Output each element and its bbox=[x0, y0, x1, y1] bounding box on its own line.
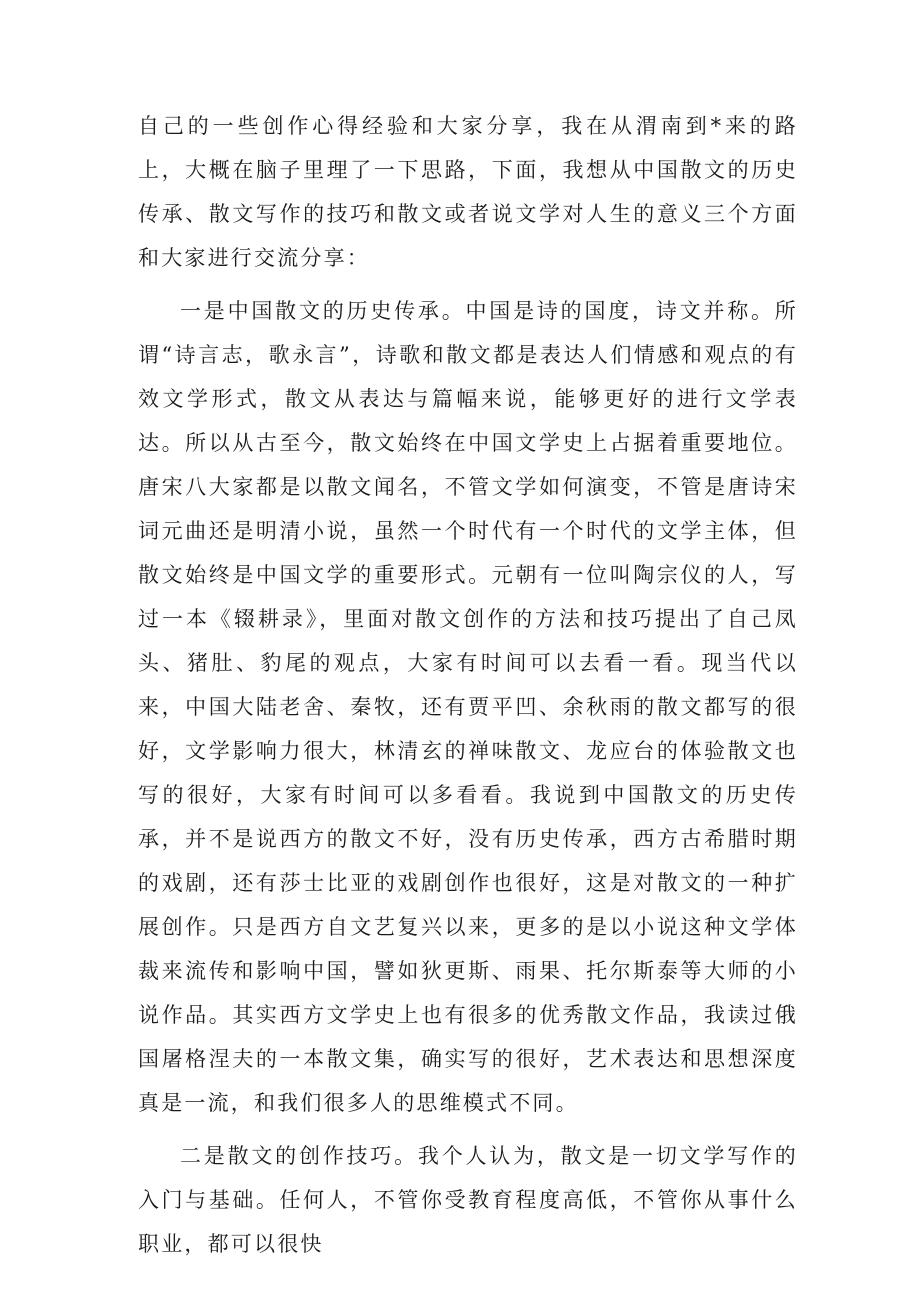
paragraph-technique: 二是散文的创作技巧。我个人认为，散文是一切文学写作的入门与基础。任何人，不管你受教育程度高低，不管你从事什么职业，都可以很快 bbox=[138, 1144, 798, 1256]
paragraph-history: 一是中国散文的历史传承。中国是诗的国度，诗文并称。所谓“诗言志，歌永言”，诗歌和散文都是表达人们情感和观点的有效文学形式，散文从表达与篇幅来说，能够更好的进行文学表达。所以从古至今，散文始终在中国文学史上占据着重要地位。唐宋八大家都是以散文闻名，不管文学如何演变，不管是唐诗宋词元曲还是明清小说，虽然一个时代有一个时代的文学主体，但散文始终是中国文学的重要形式。元朝有一位叫陶宗仪的人，写过一本《辍耕录》，里面对散文创作的方法和技巧提出了自己凤头、猪肚、豹尾的观点，大家有时间可以去看一看。现当代以来，中国大陆老舍、秦牧，还有贾平凹、余秋雨的散文都写的很好，文学影响力很大，林清玄的禅味散文、龙应台的体验散文也写的很好，大家有时间可以多看看。我说到中国散文的历史传承，并不是说西方的散文不好，没有历史传承，西方古希腊时期的戏剧，还有莎士比亚的戏剧创作也很好，这是对散文的一种扩展创作。只是西方自文艺复兴以来，更多的是以小说这种文学体裁来流传和影响中国，譬如狄更斯、雨果、托尔斯泰等大师的小说作品。其实西方文学史上也有很多的优秀散文作品，我读过俄国屠格涅夫的一本散文集，确实写的很好，艺术表达和思想深度真是一流，和我们很多人的思维模式不同。 bbox=[138, 299, 798, 1115]
paragraph-intro: 自己的一些创作心得经验和大家分享，我在从渭南到*来的路上，大概在脑子里理了一下思路，下面，我想从中国散文的历史传承、散文写作的技巧和散文或者说文学对人生的意义三个方面和大家进行交流分享： bbox=[138, 114, 798, 270]
document-page bbox=[138, 0, 798, 1266]
